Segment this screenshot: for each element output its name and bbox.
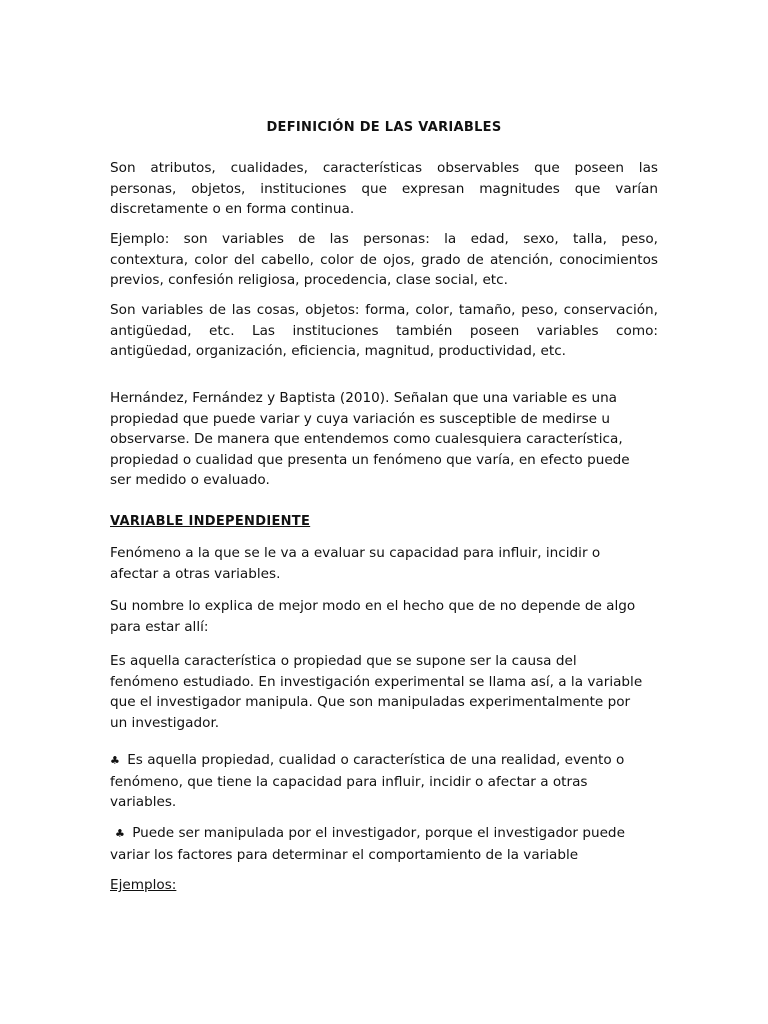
text-line: contextura, color del cabello, color de ojos, grado de atención, conocimientos [110, 251, 658, 268]
text-line [110, 750, 658, 772]
text-line: Es aquella característica o propiedad que se supone ser la causa del [110, 653, 577, 669]
text-line: Hernández, Fernández y Baptista (2010). Señalan que una variable es una [110, 390, 618, 406]
paragraph-example-objects [110, 300, 658, 362]
bullet-paragraph-manipulated [110, 823, 658, 865]
text-line [110, 823, 658, 845]
text-line: ser medido o evaluado. [110, 472, 270, 488]
club-bullet-icon: ♣ [115, 827, 125, 840]
text-line: antigüedad, etc. Las instituciones también poseen variables como: [110, 322, 658, 339]
paragraph-citation [110, 388, 658, 491]
text-line: Su nombre lo explica de mejor modo en el hecho que de no depende de algo [110, 598, 636, 614]
paragraph-example-persons [110, 229, 658, 291]
text-line: Son variables de las cosas, objetos: forma, color, tamaño, peso, conservación, [110, 302, 658, 318]
text-line-content: Puede ser manipulada por el investigador, porque el investigador puede [127, 825, 625, 841]
text-line: propiedad o cualidad que presenta un fenómeno que varía, en efecto puede [110, 451, 630, 468]
paragraph-name-explanation [110, 596, 658, 637]
text-line: para estar allí: [110, 618, 209, 635]
text-line: afectar a otras variables. [110, 565, 281, 582]
text-line-content: Es aquella propiedad, cualidad o característica de una realidad, evento o [122, 752, 625, 768]
section-heading-independent-variable: VARIABLE INDEPENDIENTE [110, 514, 311, 529]
bullet-paragraph-property [110, 750, 658, 813]
paragraph-phenomenon [110, 543, 658, 584]
text-line: Son atributos, cualidades, características observables que poseen las [110, 160, 658, 176]
text-line: antigüedad, organización, eficiencia, magnitud, productividad, etc. [110, 343, 566, 359]
paragraph-definition [110, 158, 658, 220]
text-line: personas, objetos, instituciones que expresan magnitudes que varían [110, 180, 658, 197]
text-line: Fenómeno a la que se le va a evaluar su capacidad para influir, incidir o [110, 545, 601, 561]
text-line: discretamente o en forma continua. [110, 201, 355, 217]
text-line: variar los factores para determinar el comportamiento de la variable [110, 846, 579, 863]
examples-heading: Ejemplos: [110, 877, 177, 893]
text-line: variables. [110, 794, 177, 810]
club-bullet-icon: ♣ [110, 754, 120, 767]
text-line: que el investigador manipula. Que son manipuladas experimentalmente por [110, 694, 631, 710]
paragraph-cause [110, 651, 658, 733]
text-line: fenómeno estudiado. En investigación experimental se llama así, a la variable [110, 673, 643, 690]
text-line: previos, confesión religiosa, procedencia, clase social, etc. [110, 272, 508, 288]
text-line: Ejemplo: son variables de las personas: la edad, sexo, talla, peso, [110, 231, 658, 247]
document-title: DEFINICIÓN DE LAS VARIABLES [266, 120, 502, 135]
text-line: un investigador. [110, 714, 220, 731]
text-line: fenómeno, que tiene la capacidad para influir, incidir o afectar a otras [110, 773, 588, 790]
text-line: propiedad que puede variar y cuya variación es susceptible de medirse u [110, 410, 610, 427]
text-line: observarse. De manera que entendemos como cualesquiera característica, [110, 431, 623, 447]
